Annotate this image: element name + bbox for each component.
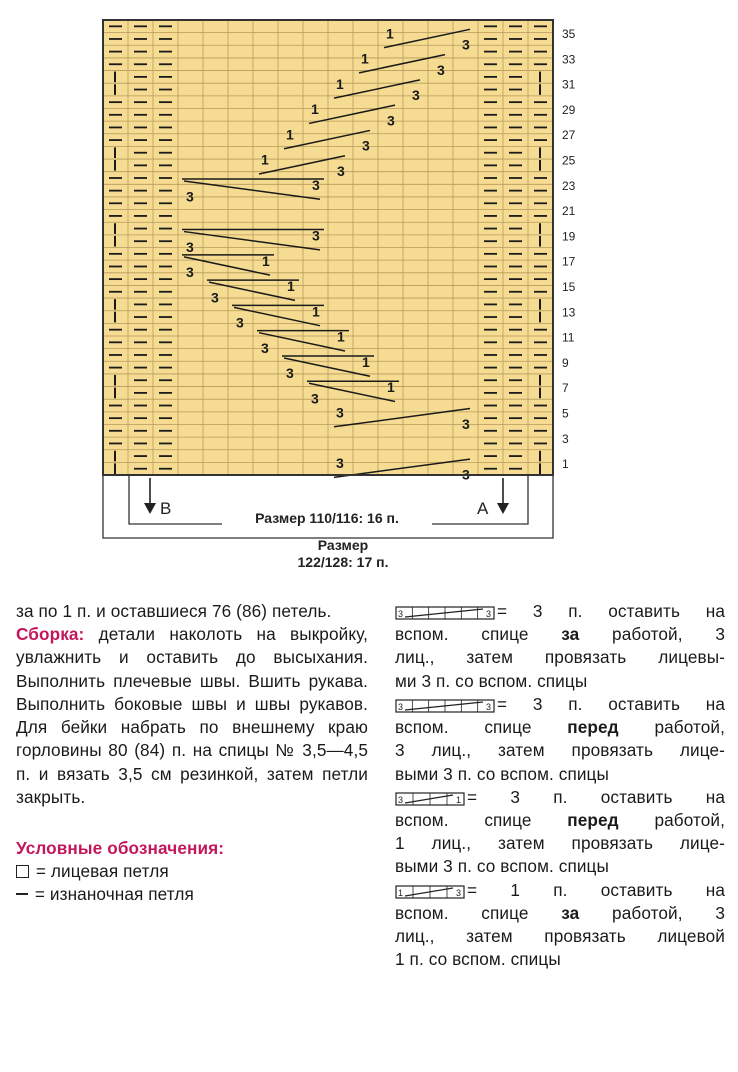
- svg-text:3: 3: [186, 188, 194, 205]
- row-number: 13: [562, 305, 576, 320]
- cable-symbol-icon: [395, 606, 495, 620]
- row-number: 9: [562, 355, 569, 370]
- legend-purl-text: = изнаночная петля: [30, 884, 194, 905]
- svg-text:3: 3: [311, 390, 319, 407]
- svg-text:3: 3: [462, 466, 470, 483]
- svg-text:1: 1: [386, 25, 394, 42]
- svg-text:1: 1: [361, 50, 369, 67]
- purl-stitch-icon: [16, 893, 28, 895]
- left-column: [16, 600, 368, 907]
- svg-text:3: 3: [186, 264, 194, 281]
- size-small-label: Размер 110/116: 16 п.: [255, 510, 399, 526]
- svg-text:3: 3: [337, 163, 345, 179]
- legend-heading: Условные обозначения:: [16, 837, 225, 858]
- svg-text:3: 3: [462, 36, 470, 53]
- row-number: 27: [562, 128, 576, 143]
- row-numbers: [562, 27, 576, 471]
- svg-text:3: 3: [186, 238, 194, 255]
- assembly-paragraph: [16, 623, 368, 809]
- svg-text:3: 3: [486, 609, 492, 619]
- arrow-a: [477, 478, 509, 518]
- row-number: 3: [562, 431, 569, 446]
- size-large-label-line1: Размер: [317, 537, 369, 553]
- arrow-b-label: B: [160, 499, 172, 518]
- arrow-a-label: A: [477, 499, 489, 518]
- svg-text:1: 1: [261, 151, 269, 168]
- cable-text-line: вспом. спице за работой, 3: [395, 902, 725, 923]
- row-number: 23: [562, 178, 576, 193]
- cable-text-line: вспом. спице за работой, 3: [395, 624, 725, 645]
- svg-text:1: 1: [456, 794, 462, 805]
- row-number: 35: [562, 27, 576, 41]
- legend-purl: [16, 883, 368, 906]
- cable-text-line: вспом. спице перед работой,: [395, 809, 725, 830]
- svg-text:3: 3: [286, 365, 294, 382]
- svg-text:3: 3: [398, 794, 404, 805]
- cable-symbol-icon: [395, 885, 465, 899]
- svg-text:1: 1: [262, 252, 270, 269]
- row-number: 17: [562, 254, 576, 269]
- svg-text:3: 3: [398, 609, 404, 619]
- left-intro: за по 1 п. и оставшиеся 76 (86) петель.: [16, 601, 332, 621]
- legend-knit-text: = лицевая петля: [31, 861, 169, 882]
- row-number: 33: [562, 52, 576, 67]
- svg-text:1: 1: [311, 101, 319, 118]
- row-number: 25: [562, 153, 576, 168]
- cable-text-line: лиц., затем провязать лицевы-: [395, 647, 725, 668]
- svg-text:3: 3: [362, 137, 370, 154]
- svg-text:1: 1: [362, 353, 370, 370]
- svg-text:3: 3: [398, 701, 404, 712]
- svg-text:1: 1: [336, 75, 344, 92]
- svg-text:3: 3: [211, 289, 219, 306]
- arrow-b: [144, 478, 171, 518]
- svg-text:1: 1: [287, 278, 295, 295]
- cable-legend-entry: [395, 786, 725, 879]
- knit-stitch-icon: [16, 865, 29, 878]
- svg-text:1: 1: [337, 328, 345, 345]
- svg-text:3: 3: [336, 455, 344, 472]
- row-number: 21: [562, 204, 576, 219]
- svg-text:3: 3: [456, 887, 462, 898]
- row-number: 1: [562, 457, 569, 472]
- row-number: 19: [562, 229, 576, 244]
- cable-text-line: 3 1 = 3 п. оставить на: [395, 786, 725, 809]
- cable-text-line: 1 п. со вспом. спицы: [395, 949, 561, 970]
- svg-text:1: 1: [398, 887, 404, 898]
- svg-text:1: 1: [286, 126, 294, 143]
- cable-symbol-icon: [395, 699, 495, 713]
- svg-text:1: 1: [387, 379, 395, 396]
- svg-text:3: 3: [312, 227, 320, 244]
- svg-text:3: 3: [437, 61, 445, 78]
- svg-text:3: 3: [412, 87, 420, 104]
- cable-text-line: 3 3 = 3 п. оставить на: [395, 693, 725, 716]
- row-number: 11: [562, 330, 575, 345]
- cable-legend-entry: [395, 879, 725, 972]
- legend-knit: [16, 860, 368, 883]
- cable-legend-entry: [395, 600, 725, 693]
- row-number: 5: [562, 406, 569, 421]
- cable-text-line: 1 лиц., затем провязать лице-: [395, 833, 725, 854]
- cable-text-line: вспом. спице перед работой,: [395, 717, 725, 738]
- row-number: 7: [562, 381, 569, 396]
- svg-text:3: 3: [462, 415, 470, 432]
- size-large-label-line2: 122/128: 17 п.: [297, 554, 389, 570]
- svg-text:3: 3: [261, 339, 269, 356]
- cable-text-line: 3 3 = 3 п. оставить на: [395, 600, 725, 623]
- assembly-body: детали наколоть на выкройку, увлажнить и оставить до высыхания. Выполнить плечевые швы. Вшить рукава. Выполнить боковые швы и швы рукавов. Для бейки набрать по внешнему краю горловины 80 (84) п. на спицы № 3,5—4,5 п. и вязать 3,5 см резинкой, затем петли закрыть.: [16, 624, 368, 807]
- svg-text:3: 3: [387, 112, 395, 129]
- row-number: 15: [562, 280, 576, 294]
- cable-symbol-icon: [395, 792, 465, 806]
- cable-text-line: выми 3 п. со вспом. спицы: [395, 763, 609, 784]
- cable-legend-entry: [395, 693, 725, 786]
- cable-text-line: 3 лиц., затем провязать лице-: [395, 740, 725, 761]
- svg-text:3: 3: [312, 177, 320, 193]
- svg-text:1: 1: [312, 303, 320, 320]
- svg-text:3: 3: [486, 701, 492, 712]
- cable-text-line: выми 3 п. со вспом. спицы: [395, 856, 609, 877]
- row-number: 29: [562, 102, 576, 117]
- cable-text-line: лиц., затем провязать лицевой: [395, 926, 725, 947]
- row-number: 31: [562, 77, 576, 92]
- right-column: [395, 600, 725, 972]
- svg-text:3: 3: [336, 404, 344, 421]
- svg-text:3: 3: [236, 314, 244, 331]
- assembly-heading: Сборка:: [16, 624, 85, 645]
- cable-text-line: ми 3 п. со вспом. спицы: [395, 670, 588, 691]
- cable-text-line: 1 3 = 1 п. оставить на: [395, 879, 725, 902]
